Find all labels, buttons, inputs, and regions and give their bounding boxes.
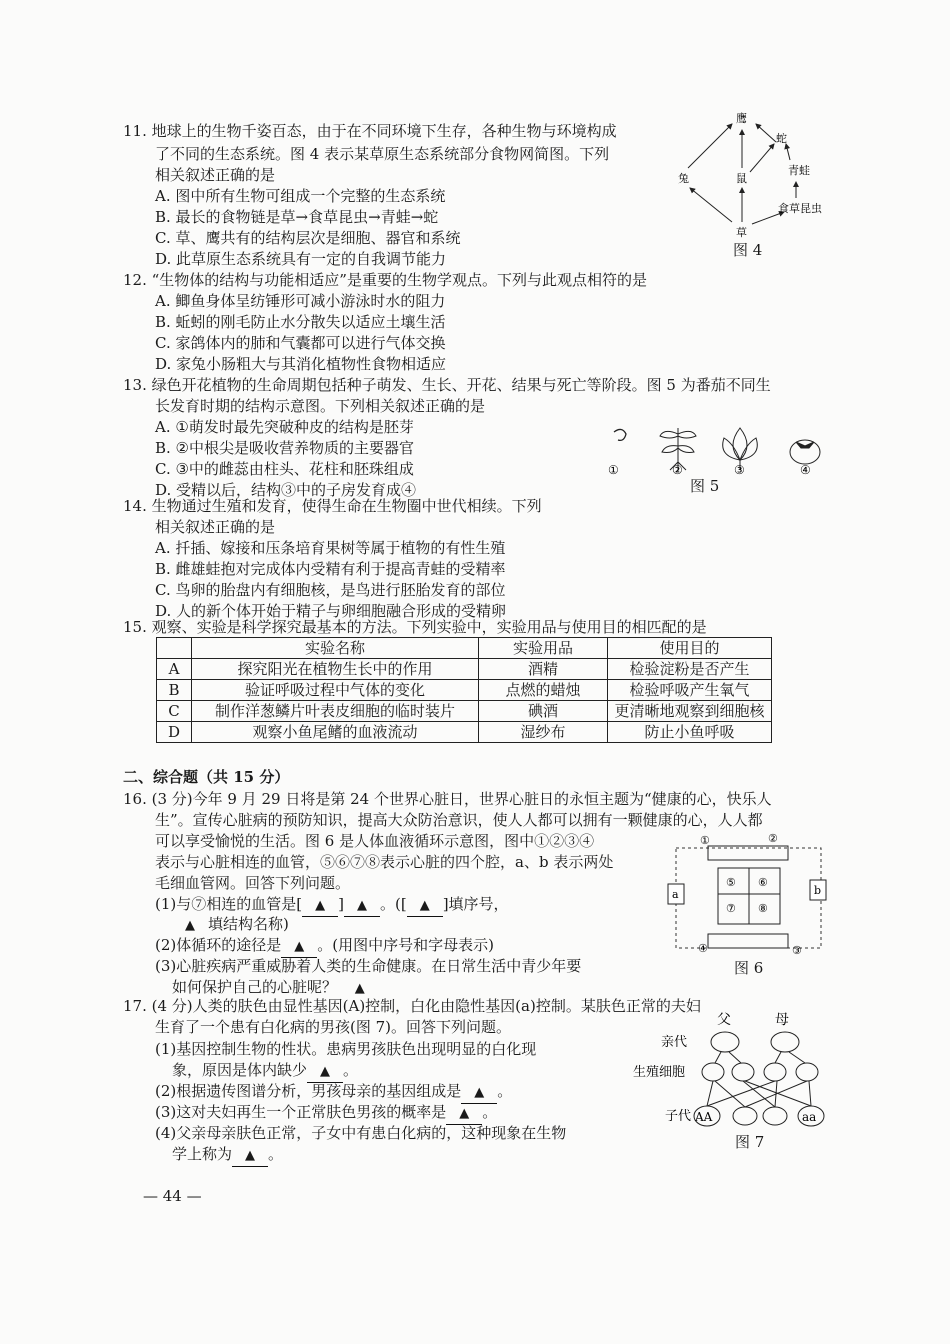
q17-s1-text: 。 [343,1061,359,1079]
q13-option-a: A. ①萌发时最先突破种皮的结构是胚芽 [155,418,414,436]
table-cell: 湿纱布 [479,722,608,743]
table-row [157,722,772,743]
q12-option-d: D. 家兔小肠粗大与其消化植物性食物相适应 [155,355,447,373]
fig5-label-4: ④ [800,463,811,477]
fig6-label-3: ③ [792,944,802,957]
q17-sub-4-cont [172,1144,283,1167]
answer-blank[interactable]: ▲ [354,981,365,996]
q17-line-2: 生育了一个患有白化病的男孩(图 7)。回答下列问题。 [155,1018,512,1036]
table-row [157,659,772,680]
q17-s4-text: 学上称为 [172,1145,233,1163]
q11-option-a: A. 图中所有生物可组成一个完整的生态系统 [155,187,446,205]
table-cell: 防止小鱼呼吸 [608,722,772,743]
q16-s2-text: (2)体循环的途径是 [155,936,282,954]
table-header-row [157,638,772,659]
q16-s1-text: ]填序号， [442,895,509,913]
answer-blank[interactable]: ▲ [344,896,380,917]
father-label: 父 [717,1012,731,1028]
answer-blank[interactable]: ▲ [307,1062,343,1083]
table-cell: 制作洋葱鳞片叶表皮细胞的临时装片 [192,701,479,722]
fig4-caption: 图 4 [733,241,763,259]
fig6-label-1: ① [700,834,710,847]
q17-line-1: 17. (4 分)人类的肤色由显性基因(A)控制，白化由隐性基因(a)控制。某肤色正常的夫妇 [123,997,701,1015]
fig6-label-6: ⑥ [758,876,768,889]
table-row [157,701,772,722]
fig5-caption: 图 5 [690,477,720,495]
q16-s3-text: 如何保护自己的心脏呢？ [172,978,338,996]
q16-s1-text: 填结构名称) [208,915,289,933]
experiment-table [156,637,772,743]
table-row [157,680,772,701]
seed-icon [614,429,626,440]
q16-line-3: 可以享受愉悦的生活。图 6 是人体血液循环示意图，图中①②③④ [155,832,595,850]
q17-s2-text: 。 [497,1082,513,1100]
table-cell: 点燃的蜡烛 [479,680,608,701]
genotype-AA: AA [695,1110,713,1124]
mouse-label: 鼠 [736,172,747,185]
table-cell: 碘酒 [479,701,608,722]
q17-sub-3 [155,1102,497,1125]
q17-s3-text: 。 [482,1103,498,1121]
section-heading: 二、综合题（共 15 分） [123,768,290,786]
answer-blank[interactable]: ▲ [232,1146,268,1167]
q16-line-5: 毛细血管网。回答下列问题。 [155,874,351,892]
frog-label: 青蛙 [788,164,810,177]
fig6-label-b: b [814,884,822,897]
table-cell: C [157,701,192,722]
fig6-label-8: ⑧ [758,902,768,915]
q14-option-c: C. 鸟卵的胎盘内有细胞核，是鸟进行胚胎发育的部位 [155,581,506,599]
q16-sub-1-cont [172,914,289,936]
q16-s2-text: 。(用图中序号和字母表示) [317,936,494,954]
gametes-label: 生殖细胞 [633,1065,686,1080]
inheritance-figure [625,1008,835,1133]
q14-line-1: 14. 生物通过生殖和发育，使得生命在生物圈中世代相续。下列 [123,497,542,515]
q11-line-1: 11. 地球上的生物千姿百态，由于在不同环境下生存，各种生物与环境构成 [123,122,617,140]
genotype-aa: aa [802,1110,817,1124]
q11-line-3: 相关叙述正确的是 [155,166,276,184]
mother-label: 母 [775,1012,789,1028]
table-header: 实验名称 [192,638,479,659]
q14-option-d: D. 人的新个体开始于精子与卵细胞融合形成的受精卵 [155,602,507,620]
fig6-caption: 图 6 [734,959,764,977]
fig6-label-5: ⑤ [726,876,736,889]
offspring-label: 子代 [665,1109,692,1124]
q14-line-2: 相关叙述正确的是 [155,518,276,536]
rabbit-label: 兔 [678,172,689,185]
q17-sub-1-cont [172,1060,358,1083]
q11-option-b: B. 最长的食物链是草→食草昆虫→青蛙→蛇 [155,208,439,226]
tomato-stages-figure [600,420,830,480]
eagle-label: 鹰 [736,112,747,125]
q13-option-d: D. 受精以后，结构③中的子房发育成④ [155,481,417,499]
q13-option-c: C. ③中的雌蕊由柱头、花柱和胚珠组成 [155,460,414,478]
q17-s4-text: 。 [268,1145,284,1163]
q16-s1-text: ] [338,895,344,913]
table-cell: D [157,722,192,743]
fig6-label-4: ④ [698,942,708,955]
table-cell: 酒精 [479,659,608,680]
table-cell: B [157,680,192,701]
tomato-fruit-icon [790,440,820,464]
answer-blank[interactable]: ▲ [407,896,443,917]
fig5-label-2: ② [672,463,683,477]
answer-blank[interactable]: ▲ [446,1104,482,1125]
q12-option-b: B. 蚯蚓的刚毛防止水分散失以适应土壤生活 [155,313,446,331]
table-cell: 探究阳光在植物生长中的作用 [192,659,479,680]
q12-line-1: 12. “生物体的结构与功能相适应”是重要的生物学观点。下列与此观点相符的是 [123,271,647,289]
q16-sub-2 [155,935,494,958]
fig5-label-3: ③ [734,463,745,477]
answer-blank[interactable]: ▲ [302,896,338,917]
table-cell: 验证呼吸过程中气体的变化 [192,680,479,701]
table-cell: 观察小鱼尾鳍的血液流动 [192,722,479,743]
q16-s1-text: (1)与⑦相连的血管是[ [155,895,303,913]
snake-label: 蛇 [776,132,787,145]
insect-label: 食草昆虫 [778,202,822,215]
fig6-label-2: ② [768,832,778,845]
fig5-label-1: ① [608,463,619,477]
q15-line-1: 15. 观察、实验是科学探究最基本的方法。下列实验中，实验用品与使用目的相匹配的是 [123,618,707,636]
table-header [157,638,192,659]
grass-label: 草 [736,226,747,239]
q16-s1-text: 。([ [379,895,407,913]
q11-option-c: C. 草、鹰共有的结构层次是细胞、器官和系统 [155,229,461,247]
q12-option-a: A. 鲫鱼身体呈纺锤形可减小游泳时水的阻力 [155,292,446,310]
q17-sub-1: (1)基因控制生物的性状。患病男孩肤色出现明显的白化现 [155,1040,537,1058]
q16-sub-3: (3)心脏疾病严重威胁着人类的生命健康。在日常生活中青少年要 [155,957,582,975]
table-header: 使用目的 [608,638,772,659]
q16-line-2: 生”。宣传心脏病的预防知识，提高大众防治意识，使人人都可以拥有一颗健康的心，人人都 [155,811,763,829]
table-cell: A [157,659,192,680]
page-number: — 44 — [143,1187,202,1205]
q14-option-b: B. 雌雄蛙抱对完成体内受精有利于提高青蛙的受精率 [155,560,506,578]
answer-blank[interactable]: ▲ [185,918,195,933]
q16-line-4: 表示与心脏相连的血管，⑤⑥⑦⑧表示心脏的四个腔，a、b 表示两处 [155,853,614,871]
q11-line-2: 了不同的生态系统。图 4 表示某草原生态系统部分食物网简图。下列 [155,145,610,163]
circulation-figure [660,828,835,958]
fig6-label-a: a [672,888,679,901]
q13-option-b: B. ②中根尖是吸收营养物质的主要器官 [155,439,415,457]
q13-line-1: 13. 绿色开花植物的生命周期包括种子萌发、生长、开花、结果与死亡等阶段。图 5 为番茄不同生 [123,376,771,394]
table-cell: 更清晰地观察到细胞核 [608,701,772,722]
food-web-figure [660,110,840,250]
q12-option-c: C. 家鸽体内的肺和气囊都可以进行气体交换 [155,334,446,352]
table-cell: 检验淀粉是否产生 [608,659,772,680]
q16-line-1: 16. (3 分)今年 9 月 29 日将是第 24 个世界心脏日，世界心脏日的永恒主题为“健康的心，快乐人 [123,790,772,808]
answer-blank[interactable]: ▲ [461,1083,497,1104]
q17-sub-2 [155,1081,512,1104]
fig7-caption: 图 7 [735,1133,765,1151]
q14-option-a: A. 扦插、嫁接和压条培育果树等属于植物的有性生殖 [155,539,506,557]
q13-line-2: 长发育时期的结构示意图。下列相关叙述正确的是 [155,397,486,415]
q11-option-d: D. 此草原生态系统具有一定的自我调节能力 [155,250,447,268]
answer-blank[interactable]: ▲ [281,937,317,958]
table-cell: 检验呼吸产生氧气 [608,680,772,701]
parents-label: 亲代 [661,1035,688,1050]
table-header: 实验用品 [479,638,608,659]
q17-sub-4: (4)父亲母亲肤色正常，子女中有患白化病的，这种现象在生物 [155,1124,567,1142]
q17-s1-text: 象，原因是体内缺少 [172,1061,308,1079]
q17-s2-text: (2)根据遗传图谱分析，男孩母亲的基因组成是 [155,1082,462,1100]
q17-s3-text: (3)这对夫妇再生一个正常肤色男孩的概率是 [155,1103,447,1121]
fig6-label-7: ⑦ [726,902,736,915]
